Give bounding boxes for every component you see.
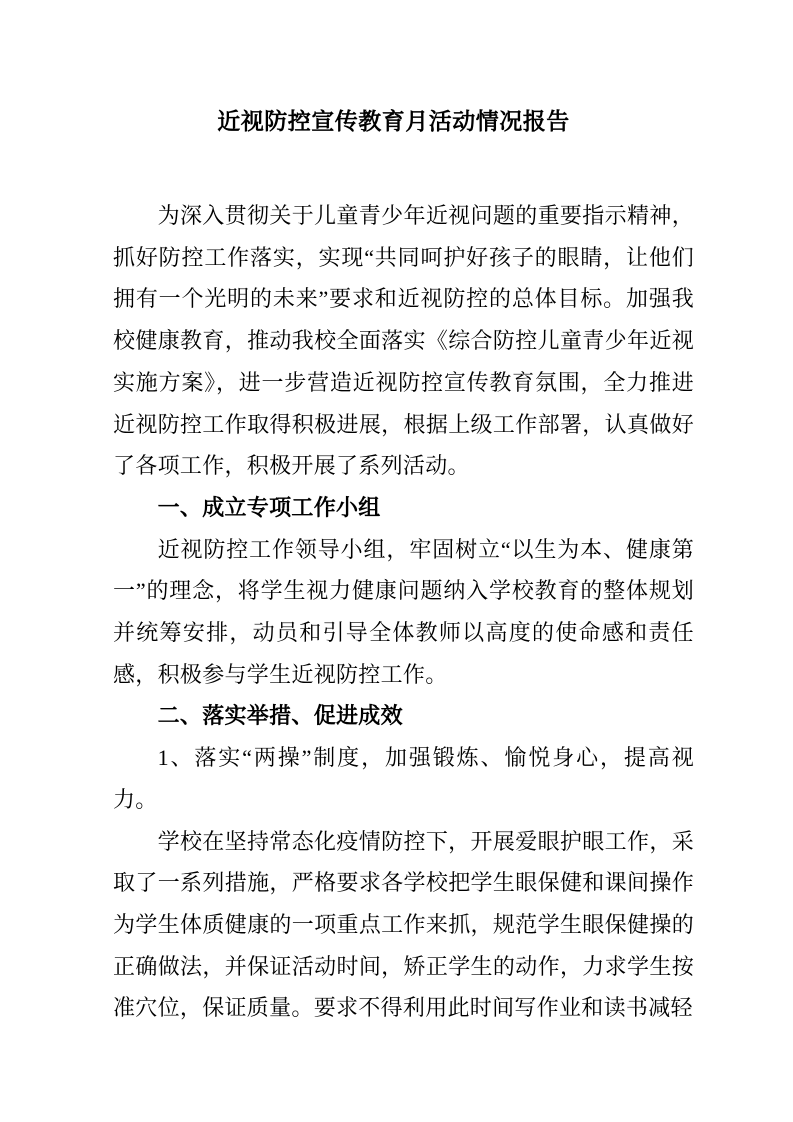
section-1-heading: 一、成立专项工作小组: [157, 494, 381, 520]
section-2-paragraph: 学校在坚持常态化疫情防控下，开展爱眼护眼工作，采取了一系列措施，严格要求各学校把学生眼保健和课间操作为学生体质健康的一项重点工作来抓，规范学生眼保健操的正确做法，并保证活动时间，矫正学生的动作，力求学生按准穴位，保证质量。要求不得利用此时间写作业和读书减轻: [113, 828, 694, 1021]
intro-paragraph: 为深入贯彻关于儿童青少年近视问题的重要指示精神，抓好防控工作落实，实现“共同呵护好孩子的眼睛，让他们拥有一个光明的未来”要求和近视防控的总体目标。加强我校健康教育，推动我校全面落实《综合防控儿童青少年近视实施方案》，进一步营造近视防控宣传教育氛围，全力推进近视防控工作取得积极进展，根据上级工作部署，认真做好了各项工作，积极开展了系列活动。: [113, 203, 694, 479]
section-1-paragraph: 近视防控工作领导小组，牢固树立“以生为本、健康第一”的理念，将学生视力健康问题纳入学校教育的整体规划并统筹安排，动员和引导全体教师以高度的使命感和责任感，积极参与学生近视防控工作。: [113, 536, 694, 687]
document-body: [113, 195, 694, 1029]
section-2-heading: 二、落实举措、促进成效: [157, 703, 403, 729]
document-title: 近视防控宣传教育月活动情况报告: [217, 109, 570, 134]
section-2-item-1: 1、落实“两操”制度，加强锻炼、愉悦身心，提高视力。: [113, 745, 694, 812]
